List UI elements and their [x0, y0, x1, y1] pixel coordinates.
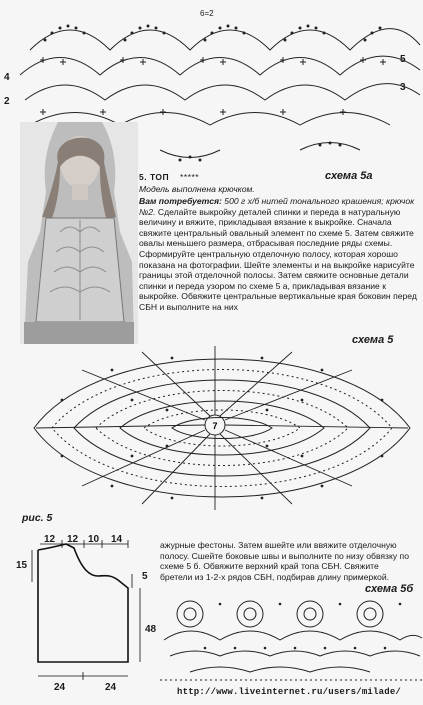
width-label-1: 12 [44, 534, 56, 545]
row-label-3: 3 [400, 82, 406, 93]
pattern-drawing [10, 530, 160, 700]
bottom-width-1: 24 [54, 682, 66, 693]
bottom-width-2: 24 [105, 682, 117, 693]
materials-label: Вам потребуется: [139, 196, 222, 206]
article-body-text: Сделайте выкройку деталей спинки и переда в натуральную величину и вяжите, прикладывая вязание к выкройке. Сначала свяжите центральный овальный элемент по схеме 5. Затем свяжите овалы меньшего размера, отбрасывая последние ряды схемы. Сформируйте центральную отделочную полосу, которая хорошо показана на фотографии. Шейте элементы и на выкройке нарисуйте границы этой отделочной полосы. Затем свяжите основные детали спинки и переда узором по схеме 5 а, прикладывая вязание к выкройке. Обвяжите центральные вертикальные края боковин перед СБН и выполните на них [139, 206, 417, 312]
schema-5b-diagram [160, 592, 423, 688]
schema-5a-label: схема 5а [325, 170, 373, 182]
width-label-3: 10 [88, 534, 100, 545]
footer-url[interactable]: http://www.liveinternet.ru/users/milade/ [177, 687, 402, 697]
row-label-5: 5 [400, 54, 406, 65]
continuation-text: ажурные фестоны. Затем вшейте или ввяжите отделочную полосу. Сшейте боковые швы и выполните по низу обвязку по схеме 5 б. Обвяжите верхний край топа СБН. Свяжите бретели из 1-2-х рядов СБН, подбирав длину примеркой. [160, 540, 409, 582]
fig-5-label: рис. 5 [22, 512, 53, 524]
notch-label-right: 5 [142, 571, 148, 582]
materials-text: 500 г х/б нитей тонального крашения; крючок №2. [139, 196, 415, 217]
schema-5b-label: схема 5б [365, 583, 414, 595]
rating-stars: ***** [180, 172, 200, 182]
height-label-right: 48 [145, 624, 157, 635]
article-title: 5. ТОП [139, 172, 170, 182]
row-label-4: 4 [4, 72, 10, 83]
width-label-4: 14 [111, 534, 123, 545]
model-photo [20, 122, 138, 344]
height-label-left: 15 [16, 560, 28, 571]
article-subtitle: Модель выполнена крючком. [139, 184, 255, 194]
width-label-2: 12 [67, 534, 79, 545]
row-label-2: 2 [4, 96, 10, 107]
schema-5-label: схема 5 [352, 334, 394, 346]
schema-5-diagram [22, 340, 422, 520]
oval-center-label: 7 [212, 421, 218, 431]
page-mark: 6=2 [200, 9, 214, 18]
article-body [139, 196, 417, 313]
